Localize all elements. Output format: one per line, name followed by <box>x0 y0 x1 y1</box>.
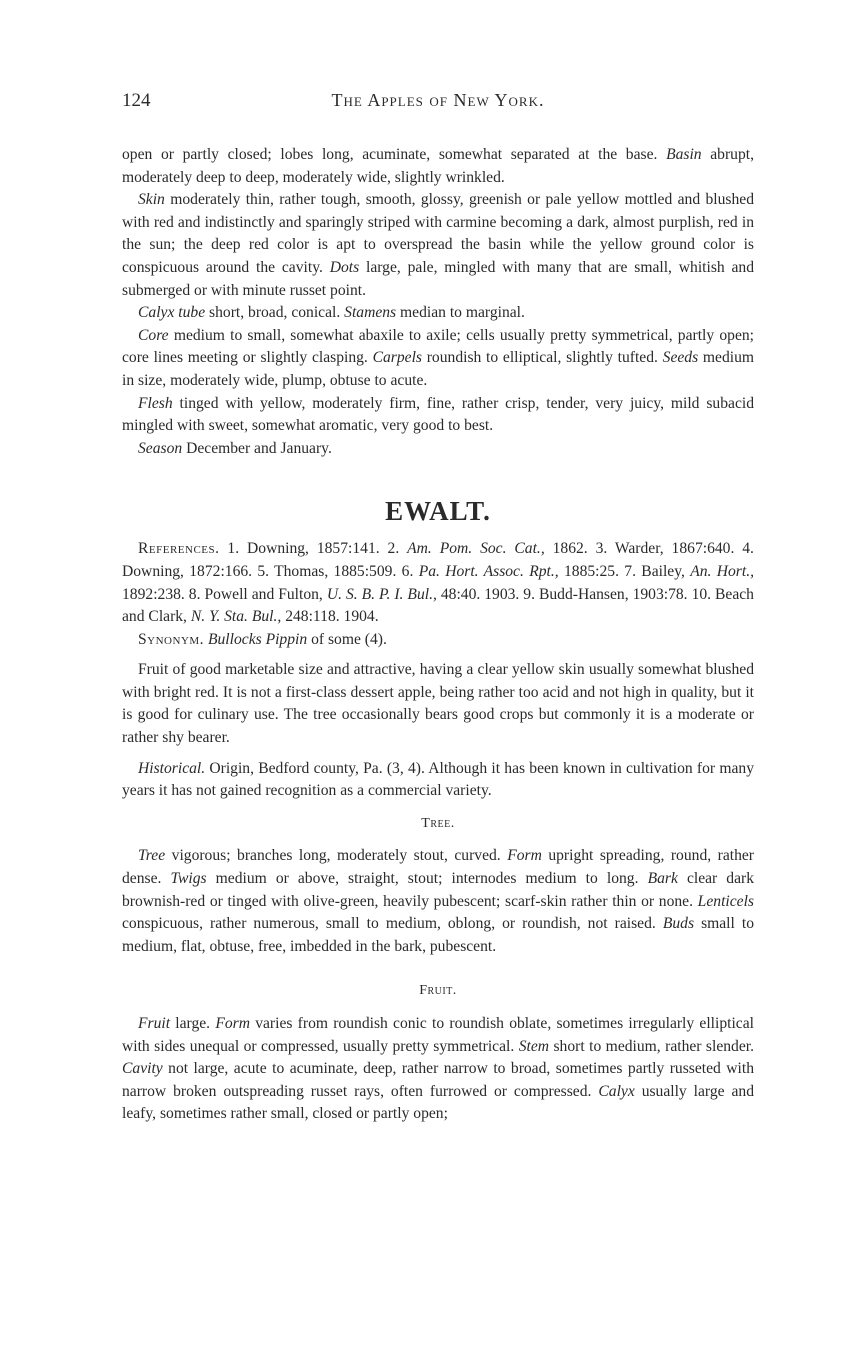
term-lenticels: Lenticels <box>697 892 754 910</box>
continued-paragraph: open or partly closed; lobes long, acuminate, somewhat separated at the base. Basin abrupt, moderately deep to deep, moderately wide, slightly wrinkled. <box>122 146 755 186</box>
term-stem: Stem <box>518 1037 550 1055</box>
page-header <box>122 90 754 118</box>
section-heading-tree: Tree. <box>421 815 455 831</box>
term-cavity: Cavity <box>122 1060 163 1078</box>
section-heading-fruit: Fruit. <box>419 983 457 999</box>
synonym-label: Synonym. <box>138 630 205 648</box>
spacer <box>122 651 754 659</box>
term-tree: Tree <box>138 847 166 865</box>
flesh-paragraph: Flesh tinged with yellow, moderately firm, fine, rather crisp, tender, very juicy, mild subacid mingled with sweet, somewhat aromatic, very good to best. <box>122 394 754 435</box>
term-dots: Dots <box>329 258 360 276</box>
term-stamens: Stamens <box>344 304 397 322</box>
fruit-paragraph: Fruit large. Form varies from roundish conic to roundish oblate, sometimes irregularly elliptical with sides unequal or compressed, usually pretty symmetrical. Stem short to medium, rather slender. Cavity not large, acute to acuminate, deep, rather narrow to broad, sometimes partly russeted with narrow broken outspreading russet rays, often furrowed or compressed. Calyx usually large and leafy, sometimes rather small, closed or partly open; <box>122 1015 754 1123</box>
term-historical: Historical. <box>138 759 206 777</box>
synonym-paragraph: Synonym. Bullocks Pippin of some (4). <box>138 630 387 648</box>
running-title: The Apples of New York. <box>331 90 545 110</box>
references-paragraph: References. 1. Downing, 1857:141. 2. Am. Pom. Soc. Cat., 1862. 3. Warder, 1867:640. 4. Downing, 1872:166. 5. Thomas, 1885:509. 6. Pa. Hort. Assoc. Rpt., 1885:25. 7. Bailey, An. Hort., 1892:238. 8. Powell and Fulton, U. S. B. P. I. Bul., 48:40. 1903. 9. Budd-Hansen, 1903:78. 10. Beach and Clark, N. Y. Sta. Bul., 248:118. 1904. <box>122 540 755 626</box>
term-flesh: Flesh <box>138 394 173 412</box>
term-carpels: Carpels <box>372 349 422 367</box>
term-form: Form <box>215 1015 250 1032</box>
page-number: 124 <box>122 90 151 111</box>
spacer <box>122 750 754 758</box>
term-form: Form <box>507 847 542 865</box>
description-paragraph: Fruit of good marketable size and attractive, having a clear yellow skin usually somewhat blushed with bright red. It is not a first-class dessert apple, being rather too acid and not high in quality, but it is good for culinary use. The tree occasionally bears good crops but commonly it is a moderate or rather shy bearer. <box>122 661 754 747</box>
page-body <box>122 144 754 1126</box>
core-paragraph: Core medium to small, somewhat abaxile to axile; cells usually pretty symmetrical, partly open; core lines meeting or slightly clasping. Carpels roundish to elliptical, slightly tufted. Seeds medium in size, moderately wide, plump, obtuse to acute. <box>122 326 755 389</box>
references-label: References. <box>138 540 220 558</box>
term-seeds: Seeds <box>662 349 699 367</box>
historical-paragraph: Historical. Origin, Bedford county, Pa. (3, 4). Although it has been known in cultivation for many years it has not gained recognition as a commercial variety. <box>122 759 754 800</box>
term-core: Core <box>138 326 169 344</box>
calyx-tube-paragraph: Calyx tube short, broad, conical. Stamens median to marginal. <box>138 304 525 322</box>
term-fruit: Fruit <box>138 1015 171 1032</box>
variety-title: EWALT. <box>385 496 491 527</box>
term-calyx-tube: Calyx tube <box>138 304 206 322</box>
term-buds: Buds <box>662 915 695 933</box>
season-paragraph: Season December and January. <box>138 439 332 457</box>
term-bark: Bark <box>647 870 678 888</box>
term-skin: Skin <box>138 191 165 209</box>
term-basin: Basin <box>666 146 702 163</box>
skin-paragraph: Skin moderately thin, rather tough, smooth, glossy, greenish or pale yellow mottled and blushed with red and indistinctly and sparingly striped with carmine becoming a dark, almost purplish, red in the sun; the deep red color is apt to overspread the basin while the yellow ground color is conspicuous around the cavity. Dots large, pale, mingled with many that are small, whitish and submerged or with minute russet point. <box>122 191 755 299</box>
term-calyx: Calyx <box>598 1082 635 1100</box>
term-twigs: Twigs <box>170 870 207 888</box>
term-season: Season <box>138 439 183 457</box>
tree-paragraph: Tree vigorous; branches long, moderately stout, curved. Form upright spreading, round, rather dense. Twigs medium or above, straight, stout; internodes medium to long. Bark clear dark brownish-red or tinged with olive-green, heavily pubescent; scarf-skin rather thin or none. Lenticels conspicuous, rather numerous, small to medium, oblong, or roundish, not raised. Buds small to medium, flat, obtuse, free, imbedded in the bark, pubescent. <box>122 847 755 955</box>
